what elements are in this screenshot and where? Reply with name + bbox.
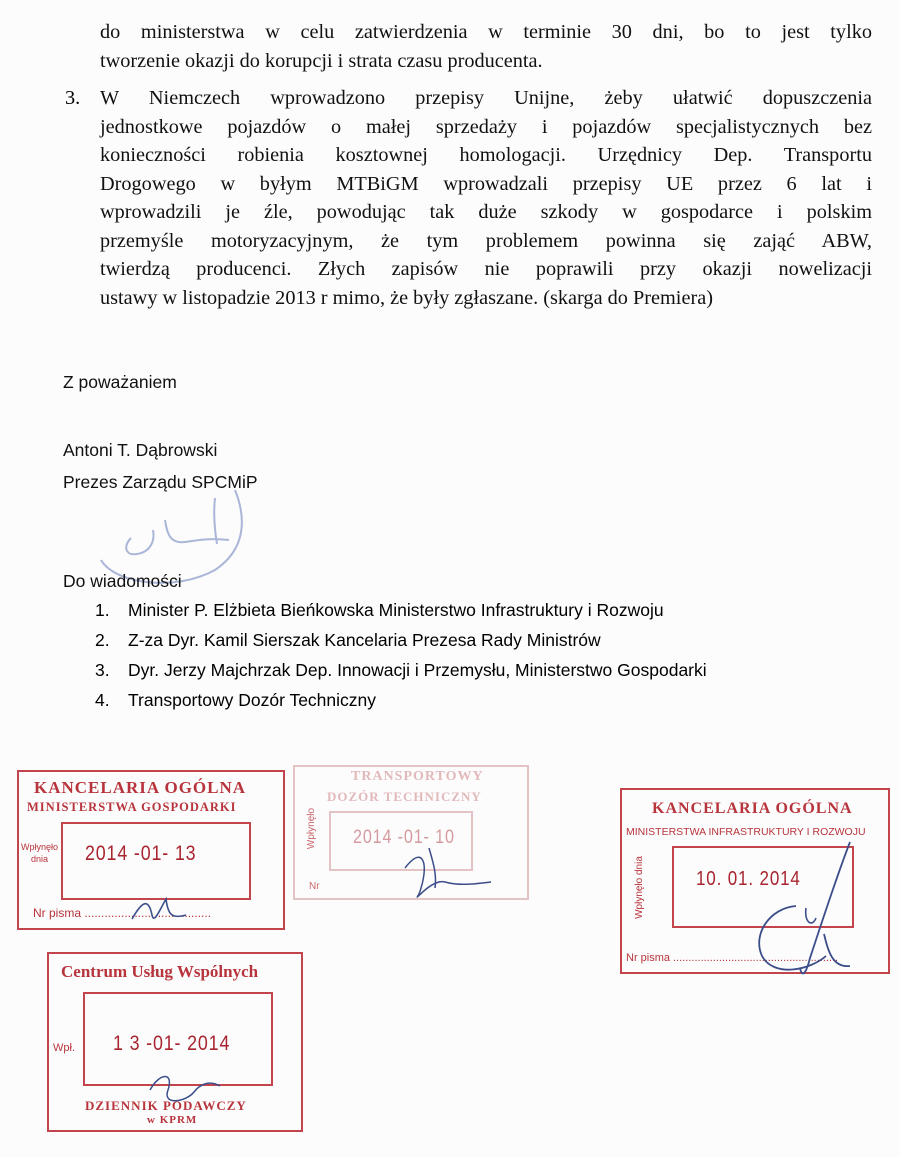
text-line: przemyśle motoryzacyjnym, że tym problemem powinna się zająć ABW,: [100, 229, 872, 252]
text-line: W Niemczech wprowadzono przepisy Unijne, żeby ułatwić dopuszczenia: [100, 87, 872, 109]
stamp-initials-mark: [130, 885, 190, 925]
list-item: 3. Dyr. Jerzy Majchrzak Dep. Innowacji i Przemysłu, Ministerstwo Gospodarki: [95, 660, 707, 680]
text-line: do ministerstwa w celu zatwierdzenia w terminie 30 dni, bo to jest tylko: [100, 21, 872, 43]
stamp-date: 10. 01. 2014: [696, 868, 801, 890]
text-line: twierdzą producenci. Złych zapisów nie poprawili przy okazji nowelizacji: [100, 258, 872, 280]
signer-name: Antoni T. Dąbrowski: [63, 440, 218, 460]
stamp-initials-mark: [740, 838, 860, 988]
cc-list: [95, 595, 707, 715]
stamp-initials-mark: [385, 838, 495, 908]
signer-title: Prezes Zarządu SPCMiP: [63, 472, 258, 492]
list-item: 1. Minister P. Elżbieta Bieńkowska Ministerstwo Infrastruktury i Rozwoju: [95, 600, 664, 620]
stamp-ref-label: Nr pisma ......................................: [33, 906, 212, 920]
stamp-ref-label: Nr pisma ......................................................: [626, 952, 839, 964]
closing-regards: Z poważaniem: [63, 372, 177, 392]
list-item: 2. Z-za Dyr. Kamil Sierszak Kancelaria Prezesa Rady Ministrów: [95, 630, 601, 650]
stamp-shared-services-centre: Centrum Usług Wspólnych Wpł. 1 3 -01- 2014 DZIENNIK PODAWCZY w KPRM: [47, 952, 303, 1132]
item-3-number: 3.: [65, 87, 81, 109]
stamp-date: 2014 -01- 10: [353, 827, 455, 848]
item-2-continuation: [100, 18, 872, 75]
text-line: wprowadzili je źle, powodując tak duże szkody w gospodarce i polskim: [100, 201, 872, 223]
stamp-ministry-of-economy: KANCELARIA OGÓLNA MINISTERSTWA GOSPODARKI Wpłynęło dnia 2014 -01- 13 Nr pisma ......................................: [17, 770, 285, 930]
item-3-paragraph: [100, 84, 872, 312]
text-line: Drogowego w byłym MTBiGM wprowadzali przepisy UE przez 6 lat i: [100, 172, 872, 195]
stamp-subtitle: MINISTERSTWA GOSPODARKI: [27, 800, 237, 814]
cc-heading: Do wiadomości: [63, 571, 182, 591]
text-line: jednostkowe pojazdów o małej sprzedaży i pojazdów specjalistycznych bez: [100, 115, 872, 138]
stamp-date: 2014 -01- 13: [85, 842, 197, 865]
text-line: konieczności robienia kosztownej homologacji. Urzędnicy Dep. Transportu: [100, 144, 872, 166]
stamp-ministry-of-infrastructure: KANCELARIA OGÓLNA MINISTERSTWA INFRASTRUKTURY I ROZWOJU Wpłynęło dnia 10. 01. 2014 Nr pisma ......................................................: [620, 788, 890, 974]
stamp-title: KANCELARIA OGÓLNA: [34, 778, 247, 797]
stamp-date: 1 3 -01- 2014: [113, 1032, 231, 1055]
text-line: tworzenie okazji do korupcji i strata czasu producenta.: [100, 49, 543, 72]
text-line: ustawy w listopadzie 2013 r mimo, że były zgłaszane. (skarga do Premiera): [100, 286, 713, 309]
list-item: 4. Transportowy Dozór Techniczny: [95, 690, 377, 710]
stamp-transport-technical-inspection: TRANSPORTOWY DOZÓR TECHNICZNY Wpłynęło 2014 -01- 10 Nr: [293, 765, 529, 900]
stamp-initials-mark: [140, 1062, 230, 1112]
